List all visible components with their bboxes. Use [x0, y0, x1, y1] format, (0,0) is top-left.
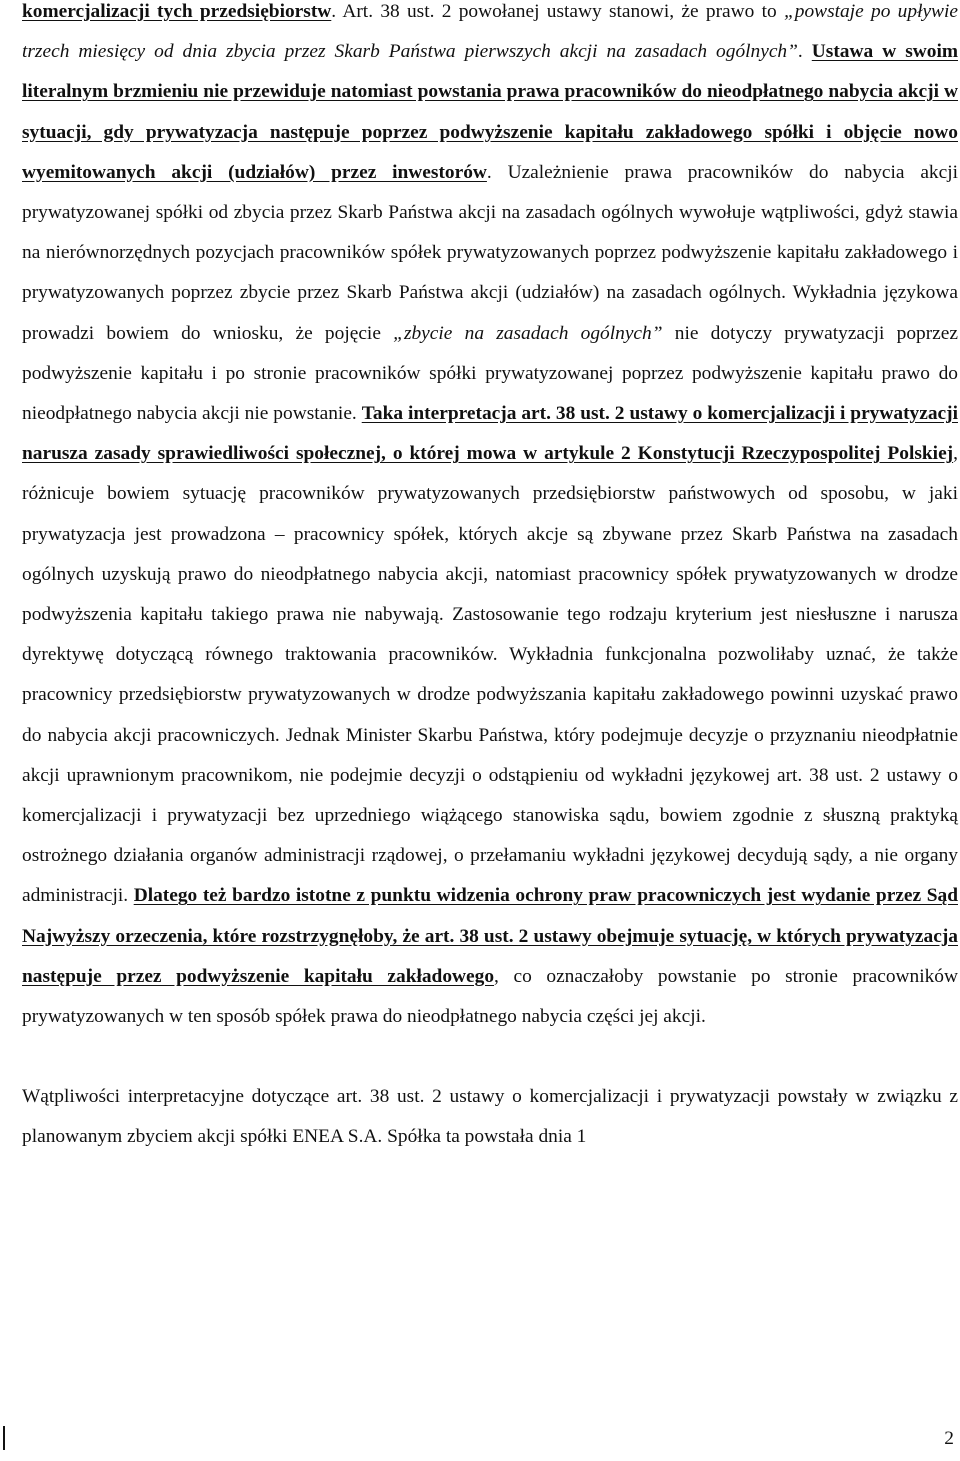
emphasis-underlined: komercjalizacji tych przedsiębiorstw	[22, 1, 332, 22]
page-number: 2	[944, 1428, 954, 1449]
emphasis-underlined: Taka interpretacja art. 38 ust. 2 ustawy o komercjalizacji i prywatyzacji narusza zasady sprawiedliwości społecznej, o której mowa w artykule 2 Konstytucji Rzeczypospolitej Polskiej	[22, 403, 958, 465]
body-text: Wątpliwości interpretacyjne dotyczące art. 38 ust. 2 ustawy o komercjalizacji i prywatyzacji powstały w związku z planowanym zbyciem akcji spółki ENEA S.A. Spółka ta powstała dnia 1	[22, 1086, 958, 1148]
body-text: , co oznaczałoby powstanie po stronie pracowników prywatyzowanych w ten sposób spółek prawa do nieodpłatnego nabycia części jej akcji.	[22, 965, 958, 1028]
emphasis-underlined: Dlatego też bardzo istotne z punktu widzenia ochrony praw pracowniczych jest wydanie przez Sąd Najwyższy orzeczenia, które rozstrzygnęłoby, że art. 38 ust. 2 ustawy obejmuje sytuację, w których prywatyzacja następuje przez podwyższenie kapitału zakładowego	[22, 885, 958, 987]
quotation: „powstaje po upływie trzech miesięcy od dnia zbycia przez Skarb Państwa pierwszych akcji na zasadach ogólnych”	[22, 1, 958, 63]
emphasis-underlined: Ustawa w swoim literalnym brzmieniu nie przewiduje natomiast powstania prawa pracowników do nieodpłatnego nabycia akcji w sytuacji, gdy prywatyzacja następuje poprzez podwyższenie kapitału zakładowego spółki i objęcie nowo wyemitowanych akcji (udziałów) przez inwestorów	[22, 41, 958, 183]
paragraph-second	[22, 1077, 958, 1157]
revision-bar	[3, 1426, 5, 1450]
body-text: .	[797, 41, 812, 63]
body-text: , różnicuje bowiem sytuację pracowników prywatyzowanych przedsiębiorstw państwowych od sposobu, w jaki prywatyzacja jest prowadzona – pracownicy spółek, których akcje są zbywane przez Skarb Państwa na zasadach ogólnych uzyskują prawo do nieodpłatnego nabycia akcji, natomiast pracownicy spółek prywatyzowanych w drodze podwyższenia kapitału takiego prawa nie nabywają. Zastosowanie tego rodzaju kryterium jest niesłuszne i narusza dyrektywę dotyczącą równego traktowania pracowników. Wykładnia funkcjonalna pozwoliłaby uznać, że także pracownicy przedsiębiorstw prywatyzowanych w drodze podwyższania kapitału zakładowego powinni uzyskać prawo do nabycia akcji pracowniczych. Jednak Minister Skarbu Państwa, który podejmuje decyzje o przyznaniu nieodpłatnie akcji uprawnionym pracownikom, nie podejmie decyzji o odstąpieniu od wykładni językowej art. 38 ust. 2 ustawy o komercjalizacji i prywatyzacji bez uprzedniego wiążącego stanowiska sądu, bowiem zgodnie z słuszną praktyką ostrożnego działania organów administracji rządowej, o przełamaniu wykładni językowej decydują sądy, a nie organy administracji.	[22, 443, 958, 907]
document-page	[22, 0, 958, 1158]
body-text: nie dotyczy prywatyzacji poprzez podwyższenie kapitału i po stronie pracowników spółki prywatyzowanej poprzez podwyższenie kapitału prawo do nieodpłatnego nabycia akcji nie powstanie.	[22, 322, 959, 425]
body-text: . Art. 38 ust. 2 powołanej ustawy stanowi, że prawo to	[331, 1, 784, 22]
quotation: „zbycie na zasadach ogólnych”	[393, 322, 663, 344]
paragraph-main	[22, 0, 958, 1037]
body-text: . Uzależnienie prawa pracowników do nabycia akcji prywatyzowanej spółki od zbycia przez Skarb Państwa akcji na zasadach ogólnych wywołuje wątpliwości, gdyż stawia na nierównorzędnych pozycjach pracowników spółek prywatyzowanych poprzez podwyższenie kapitału zakładowego i prywatyzowanych poprzez zbycie przez Skarb Państwa akcji (udziałów) na zasadach ogólnych. Wykładnia językowa prowadzi bowiem do wniosku, że pojęcie	[22, 161, 958, 344]
